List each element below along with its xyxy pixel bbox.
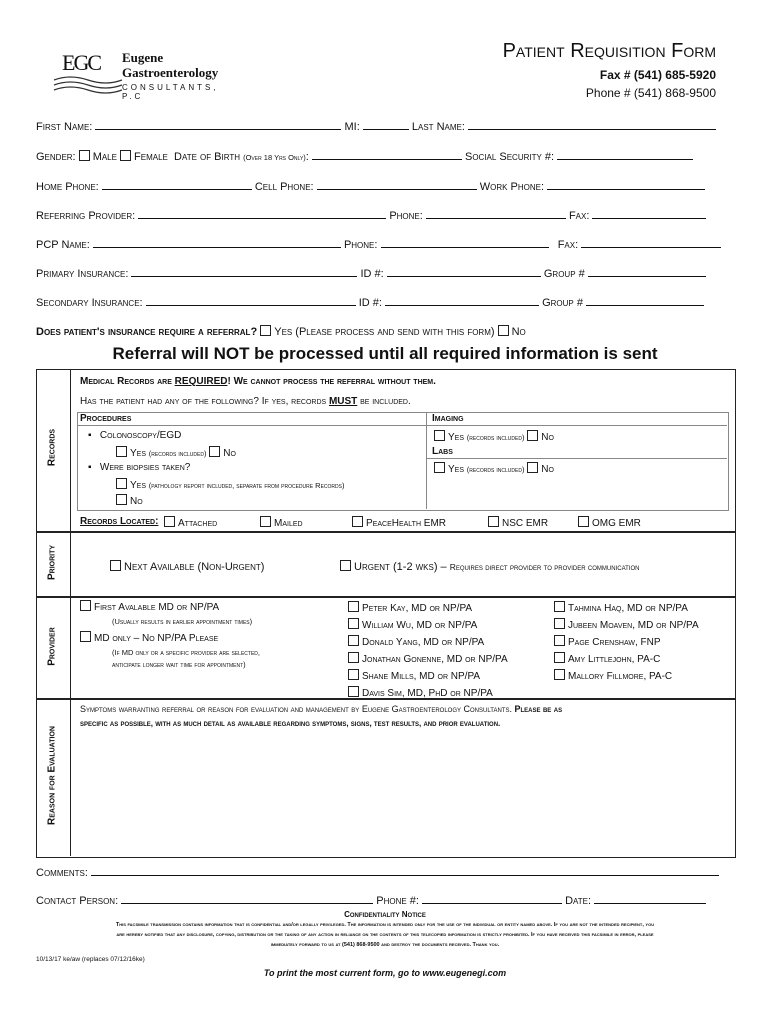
row-secondary-ins [36,294,704,309]
records-label: Records [46,428,58,467]
next-available-checkbox[interactable] [110,560,121,571]
provider-item [554,668,699,685]
secondary-id-field[interactable] [385,294,539,306]
date-field[interactable] [594,892,706,904]
urgent-checkbox[interactable] [340,560,351,571]
secondary-ins-field[interactable] [146,294,356,306]
provider-item [348,634,508,651]
provider-checkbox[interactable] [348,635,359,646]
gender-label: Gender: [36,151,76,163]
referral-no-checkbox[interactable] [498,325,509,336]
biopsies-item: ▪ Were biopsies taken? [88,462,191,473]
date-label: Date: [565,895,592,907]
contact-phone-field[interactable] [422,892,562,904]
labs-options [434,462,554,475]
provider-name: Davis Sim, MD, PhD or NP/PA [362,688,493,699]
provider-label: Provider [46,627,58,666]
biopsies-yes-note: (pathology report included, separate from procedure Records) [148,481,345,490]
md-only-option [80,631,218,644]
attached-checkbox[interactable] [164,516,175,527]
provider-item [348,600,508,617]
secondary-group-label: Group # [542,297,583,309]
priority-label: Priority [46,544,58,581]
labs-yes-checkbox[interactable] [434,462,445,473]
referring-label: Referring Provider: [36,210,136,222]
provider-checkbox[interactable] [554,601,565,612]
biopsies-no-label: No [130,496,143,507]
primary-group-label: Group # [543,268,585,280]
biopsies-yes-label: Yes [130,480,147,491]
row-referring [36,207,706,222]
mi-label: MI: [344,121,360,133]
records-required-post: ! We cannot process the referral without them. [227,376,436,387]
first-available-checkbox[interactable] [80,600,91,611]
secondary-id-label: ID #: [358,297,382,309]
row-name [36,118,716,133]
biopsies-no-option [116,494,143,507]
referring-fax-label: Fax: [568,210,590,222]
cell-phone-field[interactable] [317,178,477,190]
ssn-label: Social Security #: [464,151,555,163]
secondary-group-field[interactable] [586,294,704,306]
comments-field[interactable] [91,864,719,876]
md-only-checkbox[interactable] [80,631,91,642]
first-name-label: First Name: [36,121,93,133]
referral-no-label: No [511,326,526,338]
provider-name: Amy Littlejohn, PA-C [568,654,661,665]
reason-line2-bold: specific as possible, with as much detail as available regarding symptoms, signs, test results, and prior evaluation. [80,719,501,728]
provider-checkbox[interactable] [554,618,565,629]
mailed-label: Mailed [274,518,303,529]
mailed-checkbox[interactable] [260,516,271,527]
referring-fax-field[interactable] [592,207,706,219]
pcp-label: PCP Name: [36,239,90,251]
provider-name: Shane Mills, MD or NP/PA [362,671,481,682]
work-phone-label: Work Phone: [479,181,545,193]
first-name-field[interactable] [95,118,341,130]
labs-yes-note: (records included) [466,465,525,474]
imaging-yes-checkbox[interactable] [434,430,445,441]
primary-id-label: ID #: [360,268,384,280]
row-phones [36,178,705,193]
attached-label: Attached [178,518,218,529]
primary-ins-field[interactable] [131,265,357,277]
provider-col2 [348,600,508,702]
provider-checkbox[interactable] [554,635,565,646]
ssn-field[interactable] [557,148,693,160]
row-gender: Gender: Male Female Date of Birth (Over 18 Yrs Only): Social Security #: [36,148,693,163]
logo-line3: CONSULTANTS, P.C [122,83,219,101]
male-label: Male [92,151,117,163]
imaging-yes-label: Yes [448,432,465,443]
nsc-checkbox[interactable] [488,516,499,527]
provider-item [554,600,699,617]
provider-item [348,651,508,668]
pcp-phone-field[interactable] [381,236,549,248]
md-only-label: MD only – No NP/PA Please [94,633,219,644]
provider-name: William Wu, MD or NP/PA [362,620,478,631]
records-must: MUST [328,396,358,407]
records-located-label: Records Located: [80,516,159,527]
logo [40,50,240,100]
imaging-no-checkbox[interactable] [527,430,538,441]
dob-field[interactable] [312,148,462,160]
imaging-yes-note: (records included) [466,433,525,442]
provider-name: Peter Kay, MD or NP/PA [362,603,473,614]
colonoscopy-yes-checkbox[interactable] [116,446,127,457]
imaging-no-label: No [541,432,554,443]
provider-checkbox[interactable] [348,618,359,629]
nsc-label: NSC EMR [502,518,549,529]
provider-item [348,668,508,685]
version-note: 10/13/17 ke/aw (replaces 07/12/16ke) [36,956,145,963]
reason-label: Reason for Evaluation [46,726,58,825]
colonoscopy-yes-note: (records included) [148,449,207,458]
print-note: To print the most current form, go to www.eugenegi.com [263,968,507,978]
urgent-note: Requires direct provider to provider communication [449,562,640,572]
warning-banner: Referral will NOT be processed until all required information is sent [112,344,658,363]
home-phone-field[interactable] [102,178,252,190]
female-checkbox[interactable] [120,150,131,161]
work-phone-field[interactable] [547,178,705,190]
confidentiality-line1: This facsimile transmission contains information that is confidential and/or legally privileged. The information is intended only for the use of the individual or entity named above. If you are not the intended recipient, you [115,922,655,928]
provider-name: Jonathan Gonenne, MD or NP/PA [362,654,508,665]
priority-next-option [110,560,264,573]
referral-question: Does patient's insurance require a referral? [36,326,258,338]
next-available-label: Next Available (Non-Urgent) [124,561,265,573]
peacehealth-checkbox[interactable] [352,516,363,527]
provider-col3 [554,600,699,685]
primary-group-field[interactable] [588,265,706,277]
primary-id-field[interactable] [387,265,541,277]
labs-no-label: No [541,464,554,475]
pcp-field[interactable] [93,236,341,248]
provider-checkbox[interactable] [348,686,359,697]
biopsies-label: Were biopsies taken? [99,462,191,473]
biopsies-no-checkbox[interactable] [116,494,127,505]
priority-urgent-option [340,560,640,573]
row-contact [36,892,706,907]
provider-checkbox[interactable] [554,652,565,663]
provider-name: Page Crenshaw, FNP [568,637,661,648]
provider-checkbox[interactable] [348,652,359,663]
provider-item [348,617,508,634]
pcp-fax-label: Fax: [557,239,579,251]
records-had-pre: Has the patient had any of the following? If yes, records [80,396,329,407]
header-phone: Phone # (541) 868-9500 [585,86,716,100]
labs-heading: Labs [432,446,453,457]
biopsies-yes-checkbox[interactable] [116,478,127,489]
md-only-note2: anticipate longer wait time for appointment) [112,660,246,669]
male-checkbox[interactable] [79,150,90,161]
page-title: Patient Requisition Form [502,40,716,62]
primary-ins-label: Primary Insurance: [36,268,129,280]
pcp-fax-field[interactable] [581,236,721,248]
biopsies-yes-option [116,478,344,491]
procedures-heading: Procedures [80,413,132,424]
colonoscopy-options [116,446,236,459]
colonoscopy-no-label: No [223,448,236,459]
provider-item [554,634,699,651]
dob-label: Date of Birth [174,151,241,163]
first-available-note: (Usually results in earlier appointment times) [112,617,253,626]
colonoscopy-label: Colonoscopy/EGD [99,430,182,441]
colonoscopy-item: ▪ Colonoscopy/EGD [88,430,182,441]
logo-line2: Gastroenterology [122,65,219,80]
logo-mark: EGC [62,50,100,75]
imaging-heading: Imaging [432,413,464,424]
records-had [80,396,411,407]
confidentiality-line3: immediately forward to us at (541) 868-9500 and destroy the documents received. Thank you. [270,942,500,948]
peacehealth-label: PeaceHealth EMR [366,518,446,529]
reason-line1-bold: Please be as [514,704,563,714]
imaging-options [434,430,554,443]
referral-yes-label: Yes (Please process and send with this form) [274,326,495,338]
contact-label: Contact Person: [36,895,119,907]
labs-yes-label: Yes [448,464,465,475]
row-pcp [36,236,721,251]
provider-checkbox[interactable] [348,601,359,612]
referring-phone-field[interactable] [426,207,566,219]
records-required-word: REQUIRED [174,376,228,387]
records-had-post: be included. [357,396,411,407]
records-required-pre: Medical Records are [80,376,175,387]
provider-item [554,651,699,668]
urgent-label: Urgent (1-2 wks) – [354,561,447,573]
provider-name: Donald Yang, MD or NP/PA [362,637,485,648]
home-phone-label: Home Phone: [36,181,99,193]
header-fax: Fax # (541) 685-5920 [599,68,716,82]
reason-line1: Symptoms warranting referral or reason for evaluation and management by Eugene Gastroenterology Consultants. [80,704,512,714]
first-available-label: First Avalable MD or NP/PA [94,602,220,613]
provider-name: Tahmina Haq, MD or NP/PA [568,603,688,614]
last-name-label: Last Name: [411,121,465,133]
provider-checkbox[interactable] [554,669,565,680]
pcp-phone-label: Phone: [343,239,378,251]
row-comments [36,864,719,879]
female-label: Female [134,151,168,163]
records-required [80,376,436,387]
row-primary-ins [36,265,706,280]
provider-item [554,617,699,634]
first-available-option [80,600,219,613]
referring-field[interactable] [138,207,386,219]
provider-checkbox[interactable] [348,669,359,680]
comments-label: Comments: [36,867,88,879]
omg-label: OMG EMR [592,518,641,529]
confidentiality-line2: are hereby notified that any disclosure, copying, distribution or the taking of any action in reliance on the contents of this telecopied information is strictly prohibited. If you have received this facsimile in error, please [116,932,654,938]
reason-instructions [80,702,730,731]
cell-phone-label: Cell Phone: [254,181,314,193]
logo-waves-icon [52,76,124,94]
row-referral-question [36,325,526,338]
omg-checkbox[interactable] [578,516,589,527]
dob-note: (Over 18 Yrs Only) [243,153,306,162]
contact-field[interactable] [121,892,373,904]
last-name-field[interactable] [468,118,716,130]
confidentiality-title: Confidentiality Notice [344,910,426,919]
secondary-ins-label: Secondary Insurance: [36,297,143,309]
mi-field[interactable] [363,118,409,130]
contact-phone-label: Phone #: [376,895,419,907]
md-only-note1: (If MD only or a specific provider are selected, [112,648,260,657]
colonoscopy-no-checkbox[interactable] [209,446,220,457]
colonoscopy-yes-label: Yes [130,448,147,459]
referring-phone-label: Phone: [389,210,423,222]
logo-line1: Eugene [122,50,164,65]
labs-no-checkbox[interactable] [527,462,538,473]
reason-text-area[interactable] [80,734,728,852]
referral-yes-checkbox[interactable] [260,325,271,336]
provider-name: Mallory Fillmore, PA-C [568,671,673,682]
provider-name: Jubeen Moaven, MD or NP/PA [568,620,699,631]
